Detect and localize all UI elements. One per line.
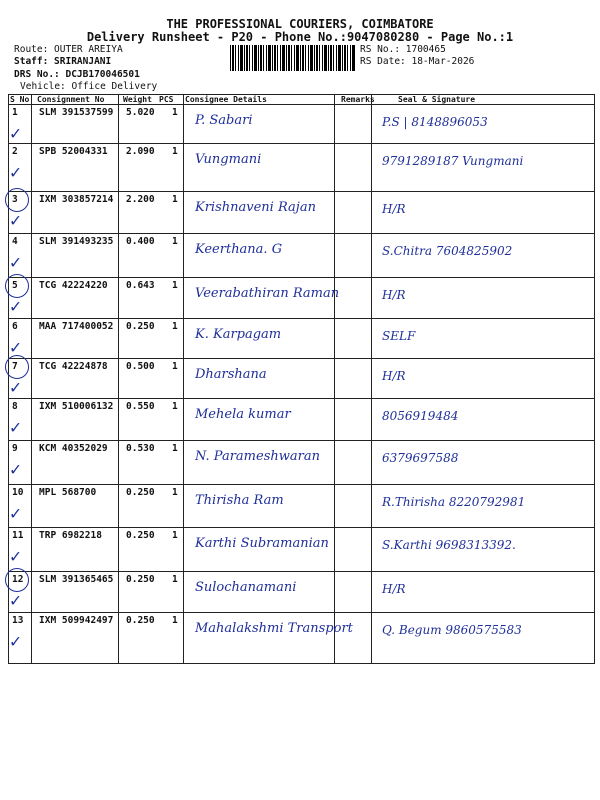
tick-mark: ✓ [10,417,21,438]
row-pcs: 1 [172,236,178,247]
tick-mark: ✓ [10,503,21,524]
row-sno: 13 [12,615,24,626]
row-sno: 10 [12,487,24,498]
tick-mark: ✓ [10,546,21,567]
row-consignee-name: Keerthana. G [195,242,283,257]
row-sno: 6 [12,321,18,332]
row-consignment-no: SLM 391493235 [39,236,114,247]
tick-mark: ✓ [10,162,21,183]
row-weight: 0.643 [126,280,155,291]
row-weight: 5.020 [126,107,155,118]
row-consignment-no: IXM 510006132 [39,401,114,412]
row-pcs: 1 [172,401,178,412]
row-weight: 0.500 [126,361,155,372]
row-signature: 9791289187 Vungmani [382,154,524,168]
row-weight: 0.250 [126,530,155,541]
row-consignee-name: Mehela kumar [195,407,291,422]
row-signature: H/R [382,369,406,383]
row-weight: 0.550 [126,401,155,412]
row-consignee-name: N. Parameshwaran [195,449,320,464]
tick-mark: ✓ [10,123,21,144]
row-consignment-no: SLM 391365465 [39,574,114,585]
tick-mark: ✓ [10,337,21,358]
row-signature: H/R [382,582,406,596]
rs-number: RS No.: 1700465 [360,44,446,55]
row-weight: 2.090 [126,146,155,157]
row-pcs: 1 [172,146,178,157]
barcode-image [230,45,356,71]
row-consignee-name: K. Karpagam [195,327,282,342]
row-weight: 0.250 [126,574,155,585]
row-pcs: 1 [172,107,178,118]
row-signature: H/R [382,288,406,302]
tick-mark: ✓ [10,459,21,480]
row-consignee-name: Dharshana [195,367,267,382]
runsheet-subtitle: Delivery Runsheet - P20 - Phone No.:9047080280 - Page No.:1 [86,30,514,44]
rs-date: RS Date: 18-Mar-2026 [360,56,475,67]
row-consignee-name: Krishnaveni Rajan [195,200,316,215]
row-signature: S.Karthi 9698313392. [382,538,516,552]
row-sno: 7 [12,361,18,372]
staff-label: Staff: SRIRANJANI [14,56,112,67]
circle-mark [5,188,29,212]
row-consignment-no: SLM 391537599 [39,107,114,118]
row-consignment-no: MAA 717400052 [39,321,114,332]
row-sno: 11 [12,530,24,541]
company-title: THE PROFESSIONAL COURIERS, COIMBATORE [166,17,434,31]
circle-mark [5,355,29,379]
row-signature: P.S | 8148896053 [382,115,488,129]
row-pcs: 1 [172,280,178,291]
col-signature: Seal & Signature [398,95,476,104]
row-consignee-name: Veerabathiran Raman [195,286,340,301]
col-consignee: Consignee Details [185,95,267,104]
row-consignment-no: TCG 42224220 [39,280,108,291]
row-pcs: 1 [172,615,178,626]
row-consignment-no: TCG 42224878 [39,361,108,372]
col-sno: S No [10,95,30,104]
col-consignment: Consignment No [37,95,105,104]
row-signature: H/R [382,202,406,216]
row-sno: 3 [12,194,18,205]
row-consignee-name: Thirisha Ram [195,493,284,508]
row-consignment-no: KCM 40352029 [39,443,108,454]
row-signature: R.Thirisha 8220792981 [382,495,526,509]
tick-mark: ✓ [10,377,21,398]
row-sno: 4 [12,236,18,247]
row-signature: 6379697588 [382,451,459,465]
row-sno: 12 [12,574,24,585]
row-signature: S.Chitra 7604825902 [382,244,513,258]
row-signature: Q. Begum 9860575583 [382,623,522,637]
route-label: Route: OUTER AREIYA [14,44,123,55]
tick-mark: ✓ [10,252,21,273]
row-pcs: 1 [172,361,178,372]
row-signature: 8056919484 [382,409,459,423]
row-signature: SELF [382,329,416,343]
col-remarks: Remarks [341,95,375,104]
row-consignee-name: Mahalakshmi Transport [195,621,353,636]
col-weight: Weight [123,95,152,104]
tick-mark: ✓ [10,631,21,652]
row-pcs: 1 [172,530,178,541]
tick-mark: ✓ [10,590,21,611]
row-weight: 0.530 [126,443,155,454]
row-weight: 2.200 [126,194,155,205]
row-pcs: 1 [172,321,178,332]
row-consignee-name: Sulochanamani [195,580,297,595]
row-sno: 5 [12,280,18,291]
row-consignment-no: TRP 6982218 [39,530,102,541]
row-consignment-no: SPB 52004331 [39,146,108,157]
vehicle-label: Vehicle: Office Delivery [20,81,158,92]
row-sno: 1 [12,107,18,118]
row-weight: 0.250 [126,615,155,626]
row-pcs: 1 [172,574,178,585]
row-pcs: 1 [172,487,178,498]
row-pcs: 1 [172,194,178,205]
col-pcs: PCS [159,95,174,104]
row-consignment-no: IXM 303857214 [39,194,114,205]
row-consignee-name: P. Sabari [195,113,253,128]
row-weight: 0.250 [126,321,155,332]
row-weight: 0.250 [126,487,155,498]
row-consignee-name: Karthi Subramanian [195,536,329,551]
row-consignee-name: Vungmani [195,152,262,167]
row-consignment-no: IXM 509942497 [39,615,114,626]
row-weight: 0.400 [126,236,155,247]
tick-mark: ✓ [10,210,21,231]
circle-mark [5,568,29,592]
row-consignment-no: MPL 568700 [39,487,97,498]
row-sno: 8 [12,401,18,412]
row-sno: 9 [12,443,18,454]
drs-label: DRS No.: DCJB170046501 [14,69,140,80]
row-pcs: 1 [172,443,178,454]
row-sno: 2 [12,146,18,157]
tick-mark: ✓ [10,296,21,317]
circle-mark [5,274,29,298]
